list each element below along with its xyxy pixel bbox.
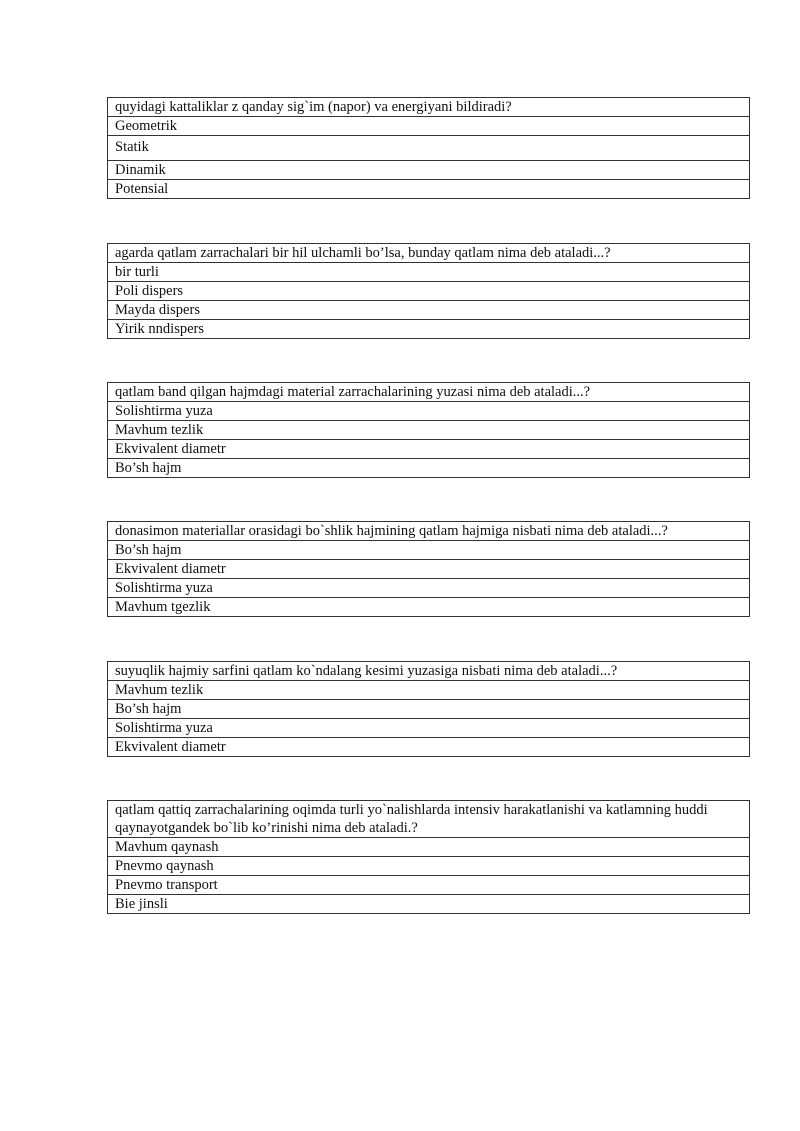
question-text: suyuqlik hajmiy sarfini qatlam ko`ndalang kesimi yuzasiga nisbati nima deb ataladi...?: [108, 662, 750, 681]
answer-option: Bo’sh hajm: [108, 541, 750, 560]
answer-option: Bie jinsli: [108, 895, 750, 914]
answer-option: Poli dispers: [108, 282, 750, 301]
answer-option: Mavhum tezlik: [108, 681, 750, 700]
question-table-5: [107, 661, 750, 757]
answer-option: Solishtirma yuza: [108, 719, 750, 738]
answer-option: Dinamik: [108, 161, 750, 180]
question-text: quyidagi kattaliklar z qanday sig`im (napor) va energiyani bildiradi?: [108, 98, 750, 117]
question-table-4: [107, 521, 750, 617]
question-text: qatlam band qilgan hajmdagi material zarrachalarining yuzasi nima deb ataladi...?: [108, 383, 750, 402]
answer-option: Mavhum tezlik: [108, 421, 750, 440]
answer-option: Statik: [108, 136, 750, 161]
answer-option: Solishtirma yuza: [108, 579, 750, 598]
question-table-1: [107, 97, 750, 199]
answer-option: Bo’sh hajm: [108, 700, 750, 719]
answer-option: Mavhum tgezlik: [108, 598, 750, 617]
answer-option: Solishtirma yuza: [108, 402, 750, 421]
answer-option: bir turli: [108, 263, 750, 282]
question-text: agarda qatlam zarrachalari bir hil ulchamli bo’lsa, bunday qatlam nima deb ataladi...?: [108, 244, 750, 263]
question-table-3: [107, 382, 750, 478]
answer-option: Mavhum qaynash: [108, 838, 750, 857]
answer-option: Ekvivalent diametr: [108, 440, 750, 459]
question-text: qatlam qattiq zarrachalarining oqimda turli yo`nalishlarda intensiv harakatlanishi va katlamning huddi qaynayotgandek bo`lib ko’rinishi nima deb ataladi.?: [108, 801, 750, 838]
answer-option: Pnevmo transport: [108, 876, 750, 895]
question-text: donasimon materiallar orasidagi bo`shlik hajmining qatlam hajmiga nisbati nima deb ataladi...?: [108, 522, 750, 541]
answer-option: Yirik nndispers: [108, 320, 750, 339]
answer-option: Geometrik: [108, 117, 750, 136]
answer-option: Potensial: [108, 180, 750, 199]
answer-option: Pnevmo qaynash: [108, 857, 750, 876]
answer-option: Ekvivalent diametr: [108, 738, 750, 757]
answer-option: Mayda dispers: [108, 301, 750, 320]
question-table-6: [107, 800, 750, 914]
answer-option: Ekvivalent diametr: [108, 560, 750, 579]
answer-option: Bo’sh hajm: [108, 459, 750, 478]
question-table-2: [107, 243, 750, 339]
